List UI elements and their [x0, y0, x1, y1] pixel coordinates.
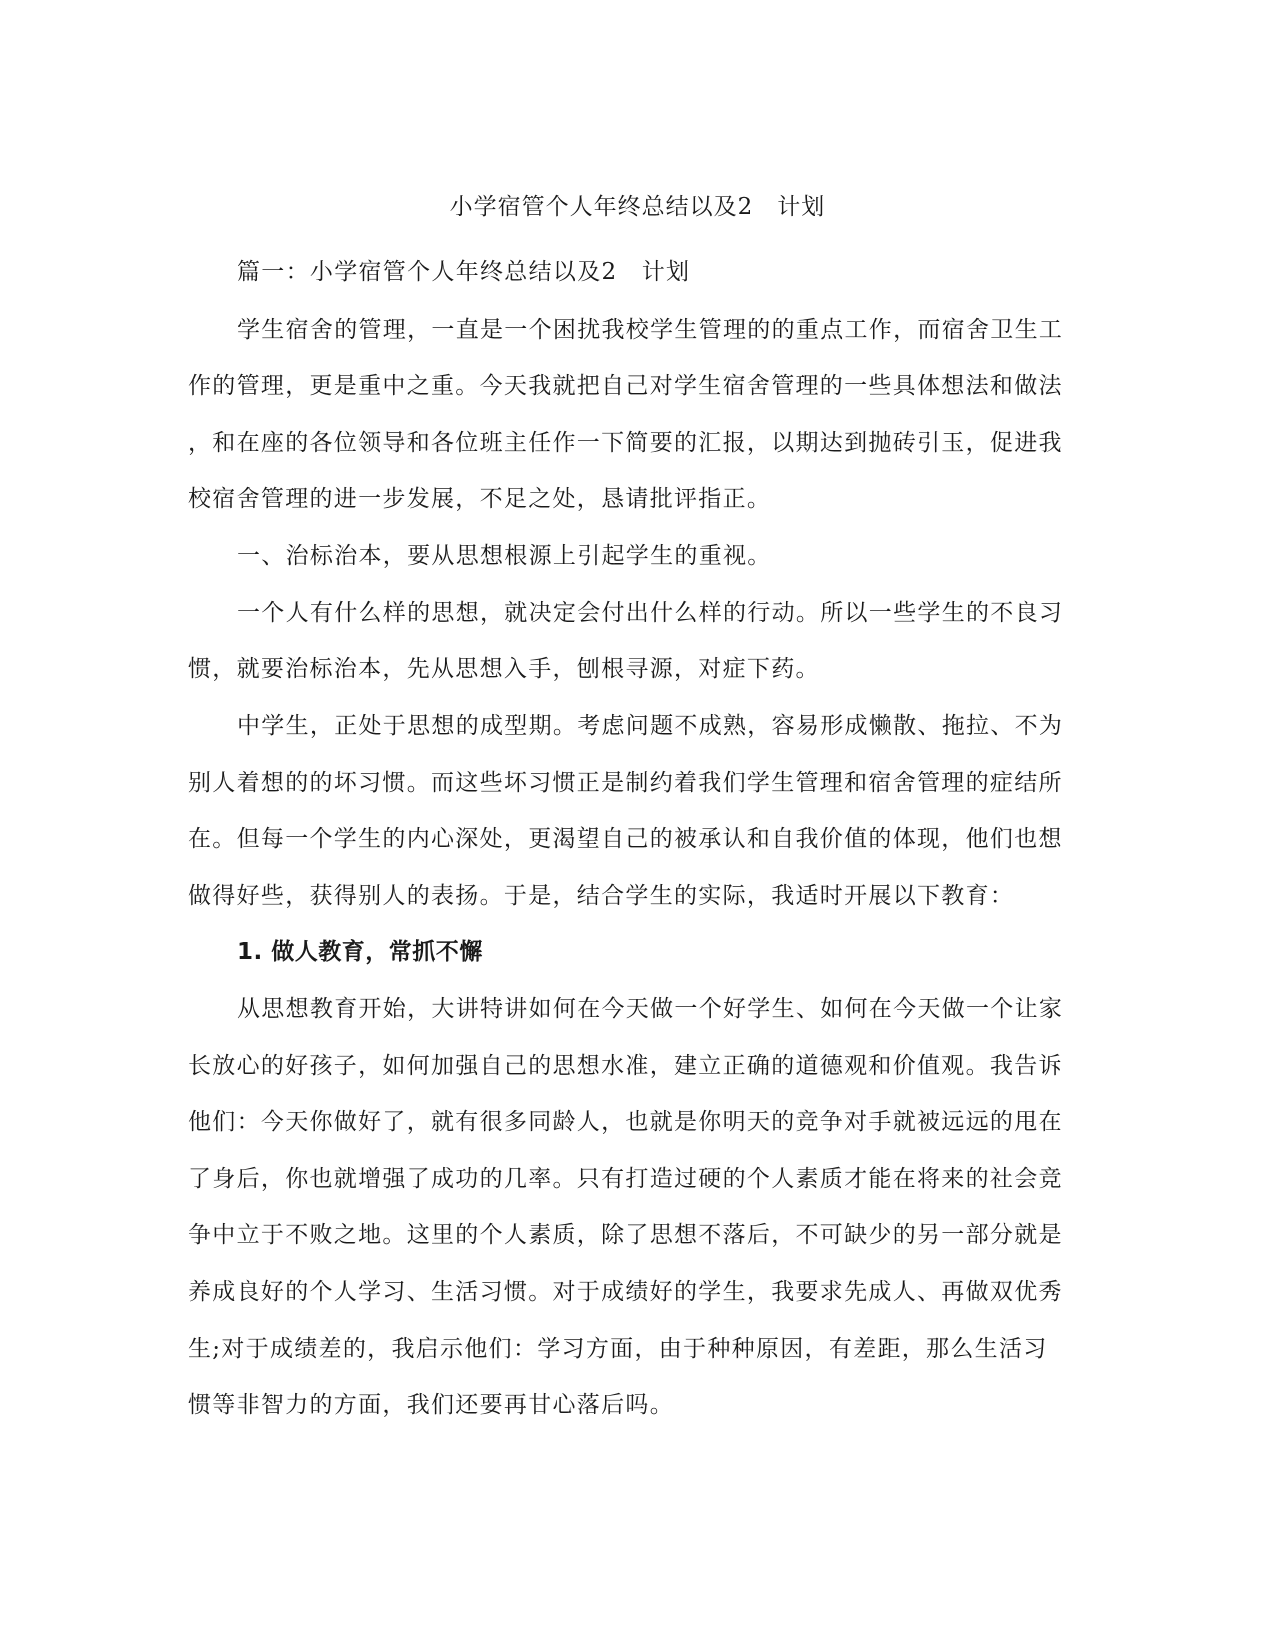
paragraph-line: 学生宿舍的管理，一直是一个困扰我校学生管理的的重点工作，而宿舍卫生工	[237, 317, 1064, 343]
paragraph-line: 别人着想的的坏习惯。而这些坏习惯正是制约着我们学生管理和宿舍管理的症结所	[188, 770, 1063, 796]
paragraph-line: 校宿舍管理的进一步发展，不足之处，恳请批评指正。	[188, 486, 772, 512]
paragraph-line: 养成良好的个人学习、生活习惯。对于成绩好的学生，我要求先成人、再做双优秀	[188, 1279, 1063, 1305]
paragraph-line: 从思想教育开始，大讲特讲如何在今天做一个好学生、如何在今天做一个让家	[237, 996, 1064, 1022]
paragraph-line: 惯，就要治标治本，先从思想入手，刨根寻源，对症下药。	[188, 656, 820, 682]
paragraph-line: 生;对于成绩差的，我启示他们：学习方面，由于种种原因，有差距，那么生活习	[188, 1336, 1048, 1362]
document-title: 小学宿管个人年终总结以及2 计划	[449, 194, 826, 220]
paragraph-line: 长放心的好孩子，如何加强自己的思想水准，建立正确的道德观和价值观。我告诉	[188, 1053, 1063, 1079]
paragraph-line: 了身后，你也就增强了成功的几率。只有打造过硬的个人素质才能在将来的社会竞	[188, 1166, 1063, 1192]
paragraph-line: 争中立于不败之地。这里的个人素质，除了思想不落后，不可缺少的另一部分就是	[188, 1222, 1063, 1248]
paragraph-line: 他们：今天你做好了，就有很多同龄人，也就是你明天的竞争对手就被远远的甩在	[188, 1109, 1063, 1135]
paragraph-line: 一、治标治本，要从思想根源上引起学生的重视。	[237, 543, 772, 569]
paragraph-line: 作的管理，更是重中之重。今天我就把自己对学生宿舍管理的一些具体想法和做法	[188, 373, 1063, 399]
paragraph-line: ，和在座的各位领导和各位班主任作一下简要的汇报，以期达到抛砖引玉，促进我	[188, 430, 1063, 456]
paragraph-line: 在。但每一个学生的内心深处，更渴望自己的被承认和自我价值的体现，他们也想	[188, 826, 1063, 852]
paragraph-line: 中学生，正处于思想的成型期。考虑问题不成熟，容易形成懒散、拖拉、不为	[237, 713, 1064, 739]
paragraph-line: 一个人有什么样的思想，就决定会付出什么样的行动。所以一些学生的不良习	[237, 600, 1064, 626]
subheading: 1. 做人教育，常抓不懈	[237, 939, 483, 965]
section-title: 篇一：小学宿管个人年终总结以及2 计划	[237, 259, 691, 285]
paragraph-line: 做得好些，获得别人的表扬。于是，结合学生的实际，我适时开展以下教育：	[188, 883, 1015, 909]
paragraph-line: 惯等非智力的方面，我们还要再甘心落后吗。	[188, 1392, 674, 1418]
